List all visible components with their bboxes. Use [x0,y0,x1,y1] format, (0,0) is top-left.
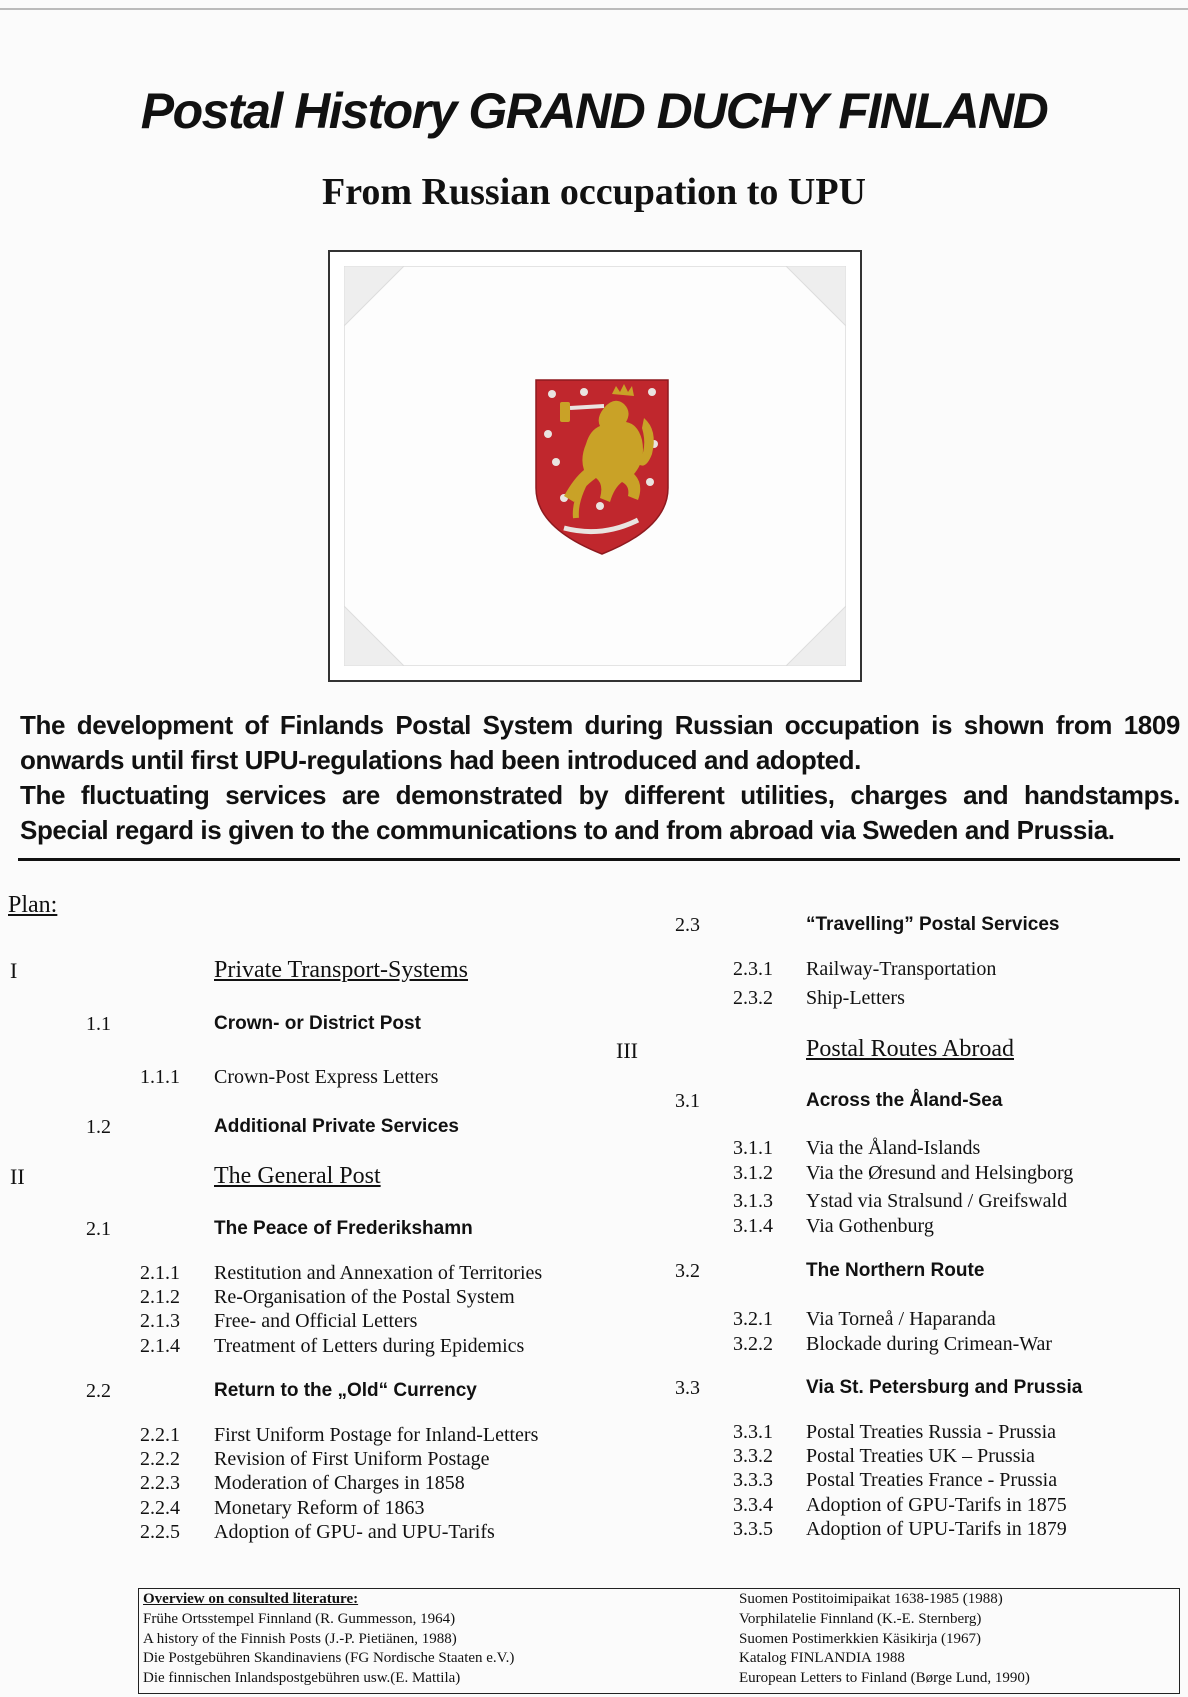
plan-item: Postal Treaties France - Prussia [806,1469,1058,1491]
plan-number: 1.1 [86,1013,111,1035]
plan-subsection: “Travelling” Postal Services [806,914,1060,935]
plan-item: Via the Åland-Islands [806,1137,981,1159]
photo-corner-icon [344,266,404,326]
plan-number: 2.3.2 [733,987,773,1009]
plan-number: 2.1.1 [140,1262,180,1284]
plan-subsection: Return to the „Old“ Currency [214,1380,477,1401]
plan-item: Crown-Post Express Letters [214,1066,439,1088]
plan-number: 2.3 [675,914,700,936]
literature-box [138,1588,1180,1694]
plan-number: 3.2.2 [733,1333,773,1355]
literature-item: Suomen Postimerkkien Käsikirja (1967) [739,1631,982,1647]
plan-item: Via Torneå / Haparanda [806,1308,996,1330]
plan-item: Postal Treaties UK – Prussia [806,1445,1035,1467]
plan-subsection: Additional Private Services [214,1116,459,1137]
plan-number: 3.1.2 [733,1162,773,1184]
plan-number: 2.2.4 [140,1497,180,1519]
plan-subsection: Via St. Petersburg and Prussia [806,1377,1083,1398]
plan-item: Moderation of Charges in 1858 [214,1472,465,1494]
plan-item: Railway-Transportation [806,958,997,980]
literature-item: A history of the Finnish Posts (J.-P. Pietiänen, 1988) [143,1631,457,1647]
plan-section-heading: Private Transport-Systems [214,957,469,983]
plan-number: 3.2.1 [733,1308,773,1330]
literature-item: European Letters to Finland (Børge Lund, 1990) [739,1670,1030,1686]
plan-number: 2.3.1 [733,958,773,980]
plan-number: 2.2.3 [140,1472,180,1494]
plan-item: Adoption of GPU- and UPU-Tarifs [214,1521,495,1543]
plan-subsection: The Peace of Frederikshamn [214,1218,473,1239]
plan-number: 2.1.2 [140,1286,180,1308]
plan-item: Treatment of Letters during Epidemics [214,1335,525,1357]
plan-item: Ship-Letters [806,987,905,1009]
plan-number: III [616,1038,638,1063]
plan-item: Adoption of UPU-Tarifs in 1879 [806,1518,1067,1540]
plan-item: Re-Organisation of the Postal System [214,1286,515,1308]
plan-number: 2.2.5 [140,1521,180,1543]
plan-number: 3.3.1 [733,1421,773,1443]
divider [18,858,1180,861]
plan-number: 3.3 [675,1377,700,1399]
plan-item: Revision of First Uniform Postage [214,1448,490,1470]
plan-number: I [10,958,18,983]
photo-frame [328,250,862,682]
plan-subsection: Across the Åland-Sea [806,1090,1003,1111]
plan-number: 1.1.1 [140,1066,180,1088]
plan-number: 3.1.1 [733,1137,773,1159]
literature-title: Overview on consulted literature: [143,1591,359,1607]
literature-item: Die finnischen Inlandspostgebühren usw.(E. Mattila) [143,1670,461,1686]
literature-item: Vorphilatelie Finnland (K.-E. Sternberg) [739,1611,982,1627]
plan-number: 3.1 [675,1090,700,1112]
photo-corner-icon [786,266,846,326]
intro-text [20,708,1180,848]
plan-number: 3.1.3 [733,1190,773,1212]
plan-item: Restitution and Annexation of Territories [214,1262,543,1284]
plan-subsection: Crown- or District Post [214,1013,421,1034]
plan-number: 2.2.2 [140,1448,180,1470]
intro-paragraph: The development of Finlands Postal System during Russian occupation is shown from 1809 onwards until first UPU-regulations had been introduced and adopted. [20,710,1180,775]
plan-number: 3.3.3 [733,1469,773,1491]
plan-number: II [10,1164,25,1189]
plan-label: Plan: [8,892,58,918]
photo-mount [344,266,846,666]
plan-number: 3.3.5 [733,1518,773,1540]
plan-number: 3.3.4 [733,1494,773,1516]
plan-item: Blockade during Crimean-War [806,1333,1053,1355]
plan-item: Via the Øresund and Helsingborg [806,1162,1074,1184]
photo-corner-icon [344,606,404,666]
plan-item: Adoption of GPU-Tarifs in 1875 [806,1494,1067,1516]
plan-number: 2.1.4 [140,1335,180,1357]
top-rule [0,8,1188,10]
plan-number: 3.1.4 [733,1215,773,1237]
finland-coat-of-arms-icon [534,378,670,556]
literature-item: Die Postgebühren Skandinaviens (FG Nordische Staaten e.V.) [143,1650,515,1666]
plan-item: Via Gothenburg [806,1215,934,1237]
plan-number: 2.1.3 [140,1310,180,1332]
plan-item: Ystad via Stralsund / Greifswald [806,1190,1068,1212]
photo-corner-icon [786,606,846,666]
literature-item: Frühe Ortsstempel Finnland (R. Gummesson, 1964) [143,1611,456,1627]
plan-section-heading: The General Post [214,1163,381,1189]
intro-paragraph: The fluctuating services are demonstrated by different utilities, charges and handstamps. Special regard is given to the communications to and from abroad via Sweden and Prussia. [20,780,1180,845]
plan-number: 3.3.2 [733,1445,773,1467]
literature-item: Suomen Postitoimipaikat 1638-1985 (1988) [739,1591,1003,1607]
page-title: Postal History GRAND DUCHY FINLAND [140,83,1048,139]
plan-item: Monetary Reform of 1863 [214,1497,425,1519]
plan-item: First Uniform Postage for Inland-Letters [214,1424,539,1446]
plan-number: 3.2 [675,1260,700,1282]
plan-item: Postal Treaties Russia - Prussia [806,1421,1057,1443]
plan-number: 2.2 [86,1380,111,1402]
plan-number: 1.2 [86,1116,111,1138]
plan-subsection: The Northern Route [806,1260,985,1281]
plan-section-heading: Postal Routes Abroad [806,1036,1014,1062]
literature-item: Katalog FINLANDIA 1988 [739,1650,905,1666]
plan-number: 2.1 [86,1218,111,1240]
plan-item: Free- and Official Letters [214,1310,418,1332]
page-subtitle: From Russian occupation to UPU [322,171,866,213]
plan-number: 2.2.1 [140,1424,180,1446]
